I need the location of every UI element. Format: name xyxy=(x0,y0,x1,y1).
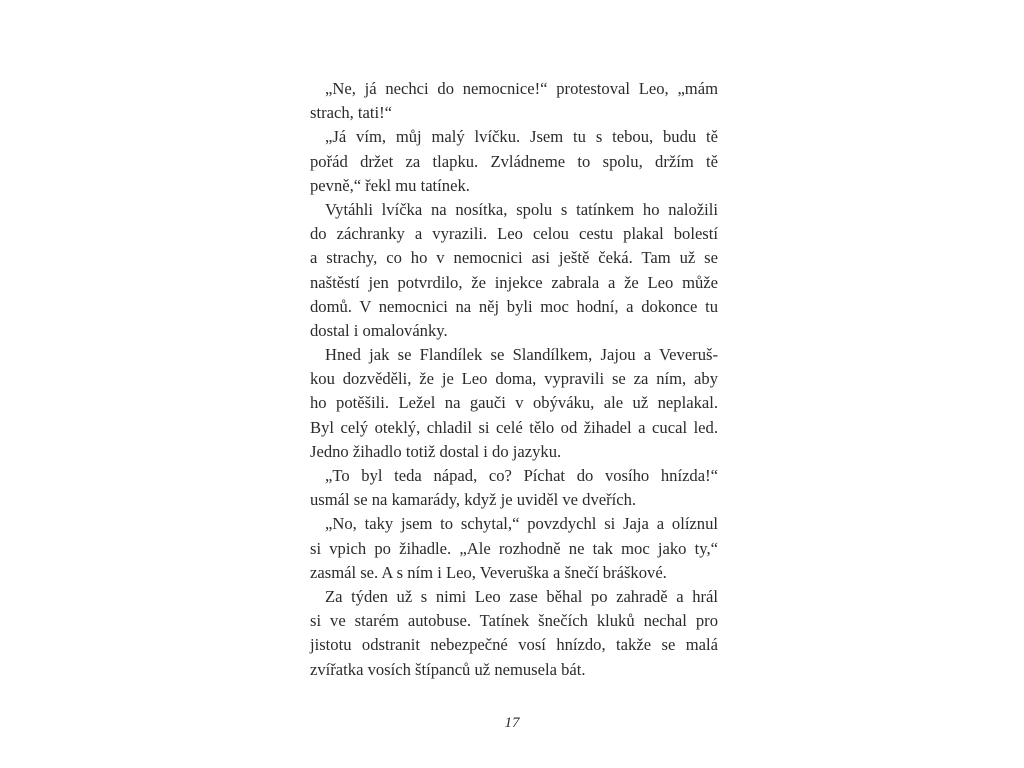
body-text xyxy=(310,77,718,682)
text-line: jistotu odstranit nebezpečné vosí hnízdo, takže se malá xyxy=(310,635,718,655)
text-line: naštěstí jen potvrdilo, že injekce zabrala a že Leo může xyxy=(310,272,718,292)
text-line: Jedno žihadlo totiž dostal i do jazyku. xyxy=(310,441,562,461)
text-line: zasmál se. A s ním i Leo, Veveruška a šnečí bráškové. xyxy=(310,562,667,582)
text-line: ho potěšili. Ležel na gauči v obýváku, ale už neplakal. xyxy=(310,393,718,413)
text-line: „Já vím, můj malý lvíčku. Jsem tu s tebou, budu tě xyxy=(325,127,718,147)
text-line: usmál se na kamarády, když je uviděl ve dveřích. xyxy=(310,490,637,510)
text-line: zvířatka vosích štípanců už nemusela bát. xyxy=(310,659,586,679)
text-line: si vpich po žihadle. „Ale rozhodně ne tak moc jako ty,“ xyxy=(310,538,718,558)
text-line: strach, tati!“ xyxy=(310,103,393,123)
text-line: domů. V nemocnici na něj byli moc hodní, a dokonce tu xyxy=(310,296,718,316)
text-line: Vytáhli lvíčka na nosítka, spolu s tatínkem ho naložili xyxy=(325,199,718,219)
text-line: „To byl teda nápad, co? Píchat do vosího hnízda!“ xyxy=(325,466,718,485)
page-number: 17 xyxy=(504,715,520,731)
text-line: Za týden už s nimi Leo zase běhal po zahradě a hrál xyxy=(325,586,718,606)
text-line: pevně,“ řekl mu tatínek. xyxy=(310,175,470,195)
text-line: a strachy, co ho v nemocnici asi ještě čeká. Tam už se xyxy=(310,248,718,268)
text-line: „No, taky jsem to schytal,“ povzdychl si Jaja a olíznul xyxy=(325,514,718,534)
text-line: kou dozvěděli, že je Leo doma, vypravili se za ním, aby xyxy=(310,369,718,389)
text-line: si ve starém autobuse. Tatínek šnečích kluků nechal pro xyxy=(310,611,718,631)
text-line: Hned jak se Flandílek se Slandílkem, Jajou a Veveruš- xyxy=(325,345,718,365)
text-line: pořád držet za tlapku. Zvládneme to spolu, držím tě xyxy=(310,151,718,171)
text-line: Byl celý oteklý, chladil si celé tělo od žihadel a cucal led. xyxy=(310,417,718,437)
text-line: dostal i omalovánky. xyxy=(310,320,448,340)
text-line: do záchranky a vyrazili. Leo celou cestu plakal bolestí xyxy=(310,224,718,244)
text-line: „Ne, já nechci do nemocnice!“ protestoval Leo, „mám xyxy=(325,79,718,98)
